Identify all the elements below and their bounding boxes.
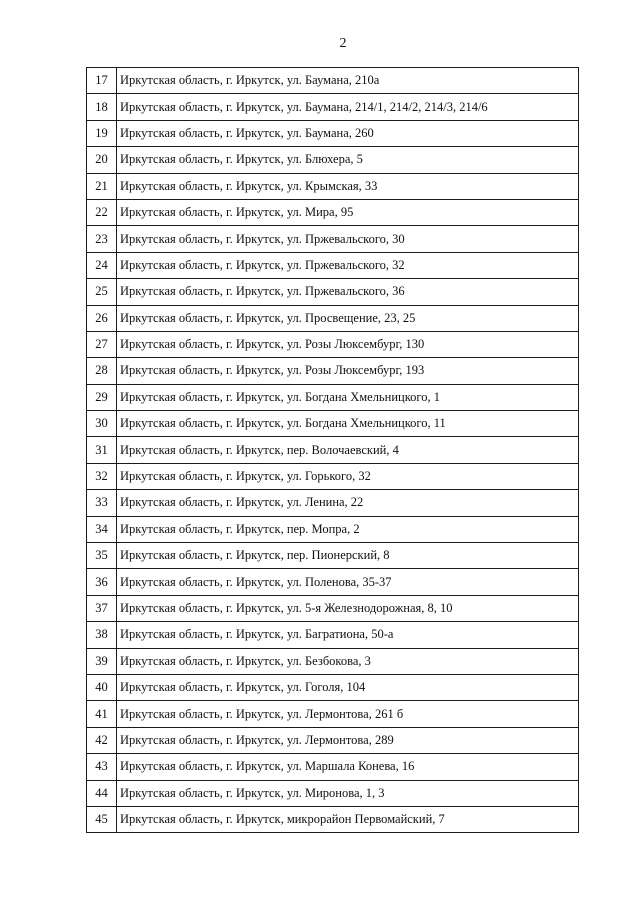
row-address: Иркутская область, г. Иркутск, ул. Лермонтова, 261 б <box>117 701 579 727</box>
table-row <box>87 780 579 806</box>
table-row <box>87 490 579 516</box>
row-number: 30 <box>87 411 117 437</box>
table-row <box>87 147 579 173</box>
table-row <box>87 68 579 94</box>
row-address: Иркутская область, г. Иркутск, ул. Гоголя, 104 <box>117 674 579 700</box>
row-address: Иркутская область, г. Иркутск, ул. Безбокова, 3 <box>117 648 579 674</box>
address-table <box>86 67 579 833</box>
row-address: Иркутская область, г. Иркутск, пер. Пионерский, 8 <box>117 543 579 569</box>
row-number: 32 <box>87 463 117 489</box>
table-row <box>87 569 579 595</box>
row-address: Иркутская область, г. Иркутск, ул. Поленова, 35-37 <box>117 569 579 595</box>
row-address: Иркутская область, г. Иркутск, ул. Блюхера, 5 <box>117 147 579 173</box>
table-row <box>87 384 579 410</box>
row-number: 39 <box>87 648 117 674</box>
row-number: 27 <box>87 331 117 357</box>
row-number: 41 <box>87 701 117 727</box>
row-address: Иркутская область, г. Иркутск, микрорайон Первомайский, 7 <box>117 806 579 832</box>
row-address: Иркутская область, г. Иркутск, ул. Богдана Хмельницкого, 11 <box>117 411 579 437</box>
row-number: 42 <box>87 727 117 753</box>
row-number: 21 <box>87 173 117 199</box>
row-number: 33 <box>87 490 117 516</box>
row-number: 23 <box>87 226 117 252</box>
table-row <box>87 806 579 832</box>
row-number: 35 <box>87 543 117 569</box>
table-row <box>87 331 579 357</box>
row-number: 20 <box>87 147 117 173</box>
row-number: 28 <box>87 358 117 384</box>
row-address: Иркутская область, г. Иркутск, ул. Баумана, 260 <box>117 120 579 146</box>
row-address: Иркутская область, г. Иркутск, ул. 5-я Железнодорожная, 8, 10 <box>117 595 579 621</box>
table-row <box>87 437 579 463</box>
row-address: Иркутская область, г. Иркутск, ул. Пржевальского, 32 <box>117 252 579 278</box>
row-number: 44 <box>87 780 117 806</box>
table-row <box>87 279 579 305</box>
table-row <box>87 674 579 700</box>
row-number: 36 <box>87 569 117 595</box>
table-row <box>87 701 579 727</box>
address-table-body <box>87 68 579 833</box>
table-row <box>87 173 579 199</box>
table-row <box>87 516 579 542</box>
table-row <box>87 305 579 331</box>
row-number: 17 <box>87 68 117 94</box>
row-address: Иркутская область, г. Иркутск, ул. Просвещение, 23, 25 <box>117 305 579 331</box>
row-address: Иркутская область, г. Иркутск, ул. Крымская, 33 <box>117 173 579 199</box>
row-number: 18 <box>87 94 117 120</box>
row-address: Иркутская область, г. Иркутск, пер. Мопра, 2 <box>117 516 579 542</box>
table-row <box>87 226 579 252</box>
row-number: 43 <box>87 754 117 780</box>
row-address: Иркутская область, г. Иркутск, ул. Розы Люксембург, 193 <box>117 358 579 384</box>
row-address: Иркутская область, г. Иркутск, ул. Ленина, 22 <box>117 490 579 516</box>
row-address: Иркутская область, г. Иркутск, ул. Маршала Конева, 16 <box>117 754 579 780</box>
row-number: 31 <box>87 437 117 463</box>
table-row <box>87 463 579 489</box>
row-number: 19 <box>87 120 117 146</box>
row-address: Иркутская область, г. Иркутск, ул. Пржевальского, 36 <box>117 279 579 305</box>
row-number: 26 <box>87 305 117 331</box>
row-address: Иркутская область, г. Иркутск, ул. Миронова, 1, 3 <box>117 780 579 806</box>
table-row <box>87 648 579 674</box>
row-address: Иркутская область, г. Иркутск, ул. Горького, 32 <box>117 463 579 489</box>
row-number: 45 <box>87 806 117 832</box>
row-number: 37 <box>87 595 117 621</box>
table-row <box>87 358 579 384</box>
table-row <box>87 727 579 753</box>
row-address: Иркутская область, г. Иркутск, ул. Розы Люксембург, 130 <box>117 331 579 357</box>
table-row <box>87 120 579 146</box>
row-number: 38 <box>87 622 117 648</box>
table-row <box>87 754 579 780</box>
row-number: 22 <box>87 199 117 225</box>
page-number: 2 <box>339 36 347 51</box>
table-row <box>87 543 579 569</box>
row-address: Иркутская область, г. Иркутск, ул. Лермонтова, 289 <box>117 727 579 753</box>
row-number: 34 <box>87 516 117 542</box>
row-address: Иркутская область, г. Иркутск, ул. Баумана, 214/1, 214/2, 214/3, 214/6 <box>117 94 579 120</box>
row-address: Иркутская область, г. Иркутск, ул. Богдана Хмельницкого, 1 <box>117 384 579 410</box>
row-number: 25 <box>87 279 117 305</box>
row-address: Иркутская область, г. Иркутск, ул. Пржевальского, 30 <box>117 226 579 252</box>
table-row <box>87 252 579 278</box>
row-address: Иркутская область, г. Иркутск, пер. Волочаевский, 4 <box>117 437 579 463</box>
row-address: Иркутская область, г. Иркутск, ул. Мира, 95 <box>117 199 579 225</box>
row-address: Иркутская область, г. Иркутск, ул. Баумана, 210а <box>117 68 579 94</box>
row-number: 29 <box>87 384 117 410</box>
table-row <box>87 411 579 437</box>
table-row <box>87 595 579 621</box>
table-row <box>87 94 579 120</box>
row-address: Иркутская область, г. Иркутск, ул. Багратиона, 50-а <box>117 622 579 648</box>
table-row <box>87 622 579 648</box>
row-number: 40 <box>87 674 117 700</box>
table-row <box>87 199 579 225</box>
row-number: 24 <box>87 252 117 278</box>
